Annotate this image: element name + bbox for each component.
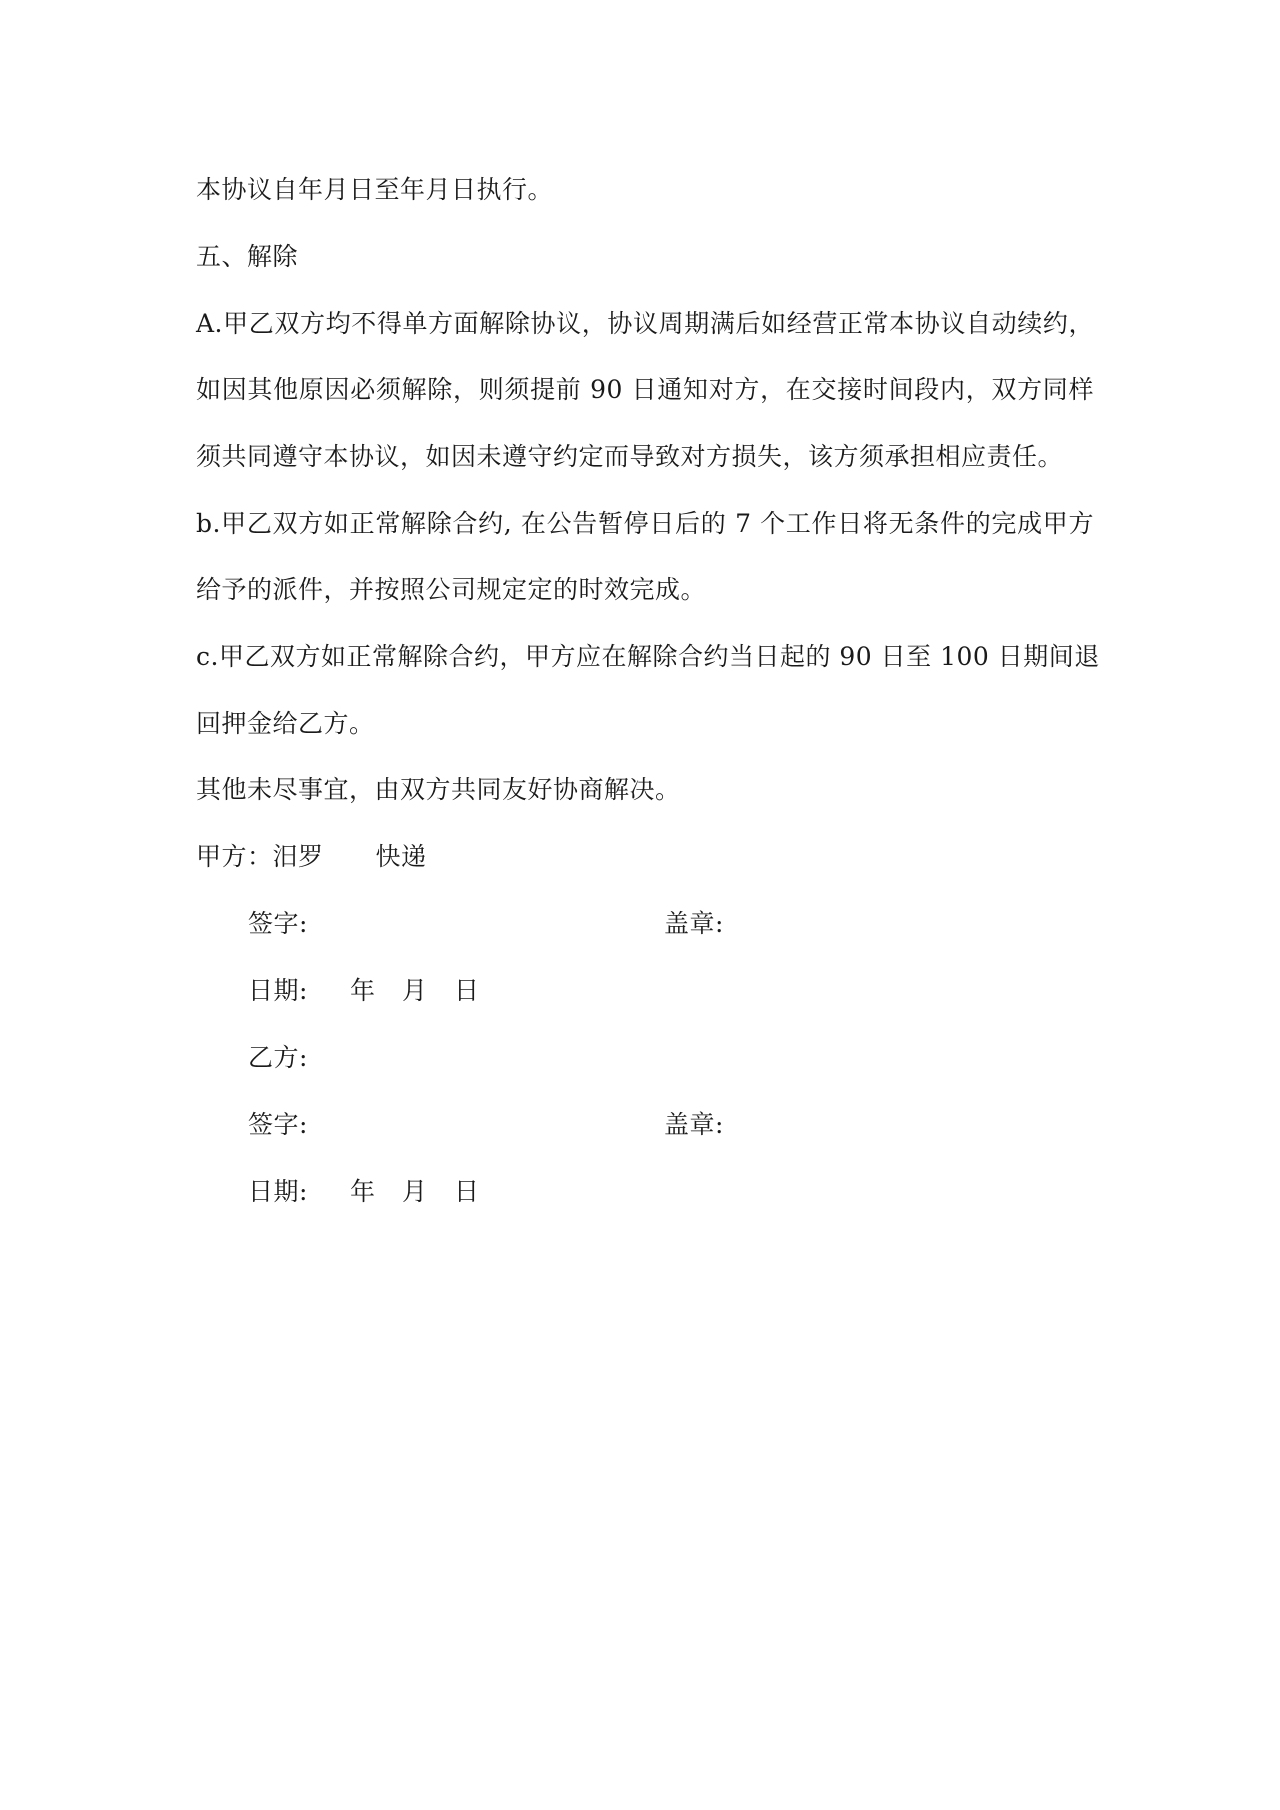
clause-c-line-1: c.甲乙双方如正常解除合约，甲方应在解除合约当日起的 90 日至 100 日期间退	[196, 642, 1100, 671]
party-a-sign-label: 签字:	[248, 909, 308, 938]
party-b-seal-label: 盖章:	[664, 1110, 724, 1139]
intro-line: 本协议自年月日至年月日执行。	[196, 175, 554, 204]
clause-a-line-2: 如因其他原因必须解除，则须提前 90 日通知对方，在交接时间段内，双方同样	[196, 375, 1094, 404]
clause-a-line-1: A.甲乙双方均不得单方面解除协议，协议周期满后如经营正常本协议自动续约，	[196, 309, 1094, 338]
clause-b-line-2: 给予的派件，并按照公司规定定的时效完成。	[196, 575, 707, 604]
party-b-date-month: 月	[402, 1177, 428, 1206]
party-b-label: 乙方:	[248, 1043, 308, 1072]
party-a-date-year: 年	[350, 976, 376, 1005]
party-a-seal-label: 盖章:	[664, 909, 724, 938]
clause-b-line-1: b.甲乙双方如正常解除合约, 在公告暂停日后的 7 个工作日将无条件的完成甲方	[196, 509, 1094, 538]
party-b-date-day: 日	[454, 1177, 480, 1206]
clause-a-line-3: 须共同遵守本协议，如因未遵守约定而导致对方损失，该方须承担相应责任。	[196, 442, 1064, 471]
party-a-date-label: 日期:	[248, 976, 308, 1005]
party-a-name-part1: 汨罗	[272, 842, 324, 871]
party-a-row	[196, 840, 427, 874]
party-a-label: 甲方：	[196, 842, 273, 871]
clause-c-line-2: 回押金给乙方。	[196, 709, 375, 738]
party-b-date-year: 年	[350, 1177, 376, 1206]
section-title: 五、解除	[196, 242, 299, 271]
party-b-sign-label: 签字:	[248, 1110, 308, 1139]
closing-line: 其他未尽事宜，由双方共同友好协商解决。	[196, 775, 681, 804]
party-a-name-part2: 快递	[375, 842, 427, 871]
party-a-date-month: 月	[402, 976, 428, 1005]
party-a-date-day: 日	[454, 976, 480, 1005]
party-b-date-label: 日期:	[248, 1177, 308, 1206]
